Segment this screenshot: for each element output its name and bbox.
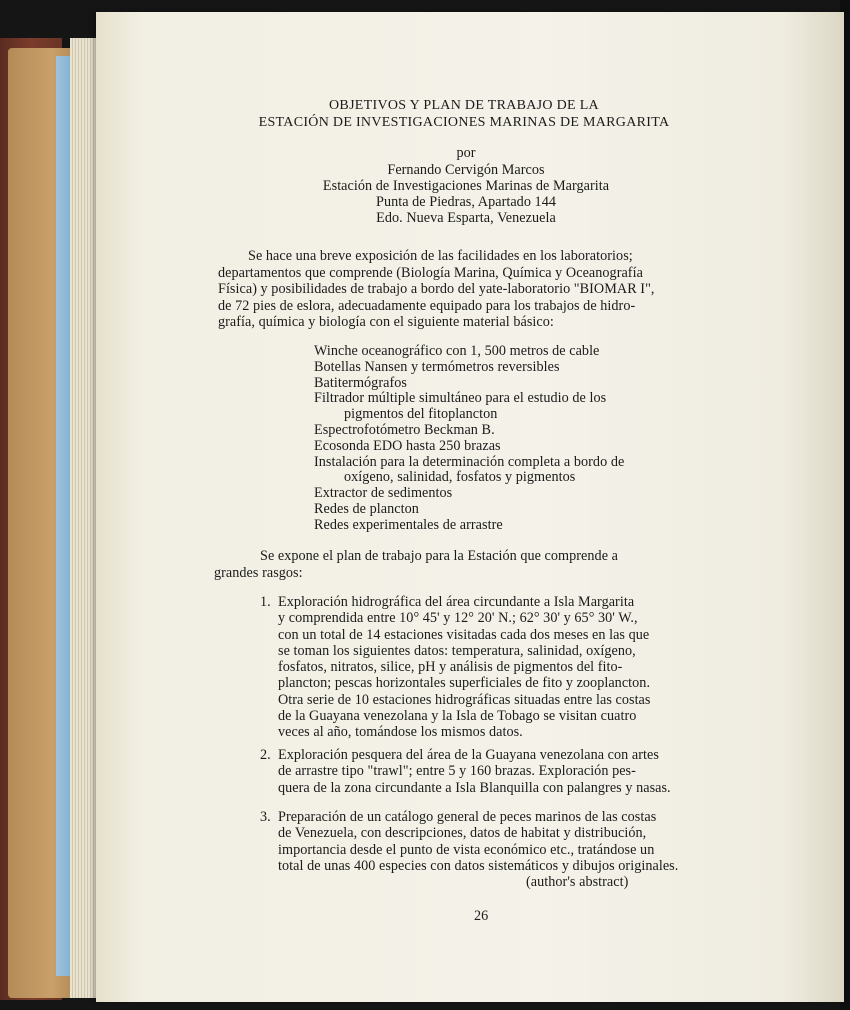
list-item: Filtrador múltiple simultáneo para el estudio de los	[314, 390, 607, 407]
list-item: Extractor de sedimentos	[314, 485, 453, 502]
byline-por: por	[456, 145, 476, 161]
item-line: quera de la zona circundante a Isla Blanquilla con palangres y nasas.	[278, 779, 671, 796]
intro-paragraph	[218, 248, 655, 331]
list-item: Winche oceanográfico con 1, 500 metros de cable	[314, 343, 600, 359]
item-line: se toman los siguientes datos: temperatura, salinidad, oxígeno,	[278, 642, 636, 659]
author-address-2: Edo. Nueva Esparta, Venezuela	[376, 210, 556, 226]
item-line: Preparación de un catálogo general de peces marinos de las costas	[278, 809, 657, 825]
list-item: Batitermógrafos	[314, 374, 407, 391]
intro-line: Se hace una breve exposición de las facilidades en los laboratorios;	[248, 248, 633, 264]
list-item: Redes experimentales de arrastre	[314, 516, 503, 533]
item-line: fosfatos, nitratos, silice, pH y análisis de pigmentos del fito-	[278, 659, 623, 676]
document-page	[96, 12, 844, 1002]
item-number: 3.	[260, 809, 271, 825]
equipment-list	[314, 344, 624, 534]
plan-intro	[214, 548, 618, 581]
list-item: Botellas Nansen y termómetros reversibles	[314, 358, 560, 375]
intro-line: departamentos que comprende (Biología Marina, Química y Oceanografía	[218, 264, 643, 281]
item-line: con un total de 14 estaciones visitadas cada dos meses en las que	[278, 626, 650, 643]
list-item: Instalación para la determinación completa a bordo de	[314, 453, 625, 470]
title-line-2: ESTACIÓN DE INVESTIGACIONES MARINAS DE MARGARITA	[258, 115, 670, 130]
title-line-1: OBJETIVOS Y PLAN DE TRABAJO DE LA	[329, 98, 599, 113]
abstract-note: (author's abstract)	[526, 874, 629, 890]
list-item: oxígeno, salinidad, fosfatos y pigmentos	[344, 469, 576, 486]
intro-line: de 72 pies de eslora, adecuadamente equipado para los trabajos de hidro-	[218, 297, 636, 314]
author-affiliation: Estación de Investigaciones Marinas de Margarita	[322, 178, 610, 194]
page-number: 26	[474, 908, 489, 924]
author-address-1: Punta de Piedras, Apartado 144	[376, 194, 556, 210]
intro-line: grafía, química y biología con el siguiente material básico:	[218, 314, 554, 331]
list-item: Espectrofotómetro Beckman B.	[314, 421, 495, 438]
item-line: importancia desde el punto de vista económico etc., tratándose un	[278, 841, 655, 858]
list-item: Redes de plancton	[314, 500, 419, 517]
item-line: total de unas 400 especies con datos sistemáticos y dibujos originales.	[278, 857, 679, 874]
plan-intro-line: Se expone el plan de trabajo para la Estación que comprende a	[260, 548, 618, 564]
item-line: plancton; pescas horizontales superficiales de fito y zooplancton.	[278, 675, 651, 692]
item-line: veces al año, tomándose los mismos datos.	[278, 724, 523, 741]
item-line: y comprendida entre 10° 45' y 12° 20' N.; 62° 30' y 65° 30' W.,	[278, 610, 638, 627]
plan-intro-line: grandes rasgos:	[214, 564, 303, 581]
item-number: 2.	[260, 747, 271, 763]
item-line: de la Guayana venezolana y la Isla de Tobago se visitan cuatro	[278, 708, 637, 725]
list-item: pigmentos del fitoplancton	[344, 406, 498, 423]
item-line: Exploración pesquera del área de la Guayana venezolana con artes	[278, 747, 659, 763]
list-item: Ecosonda EDO hasta 250 brazas	[314, 437, 501, 454]
item-line: Otra serie de 10 estaciones hidrográficas situadas entre las costas	[278, 691, 651, 708]
item-number: 1.	[260, 594, 271, 610]
item-line: de arrastre tipo "trawl"; entre 5 y 160 brazas. Exploración pes-	[278, 763, 636, 780]
intro-line: Física) y posibilidades de trabajo a bordo del yate-laboratorio "BIOMAR I",	[218, 281, 655, 298]
author-name: Fernando Cervigón Marcos	[387, 162, 545, 178]
item-line: de Venezuela, con descripciones, datos de habitat y distribución,	[278, 825, 647, 842]
item-line: Exploración hidrográfica del área circundante a Isla Margarita	[278, 594, 635, 610]
